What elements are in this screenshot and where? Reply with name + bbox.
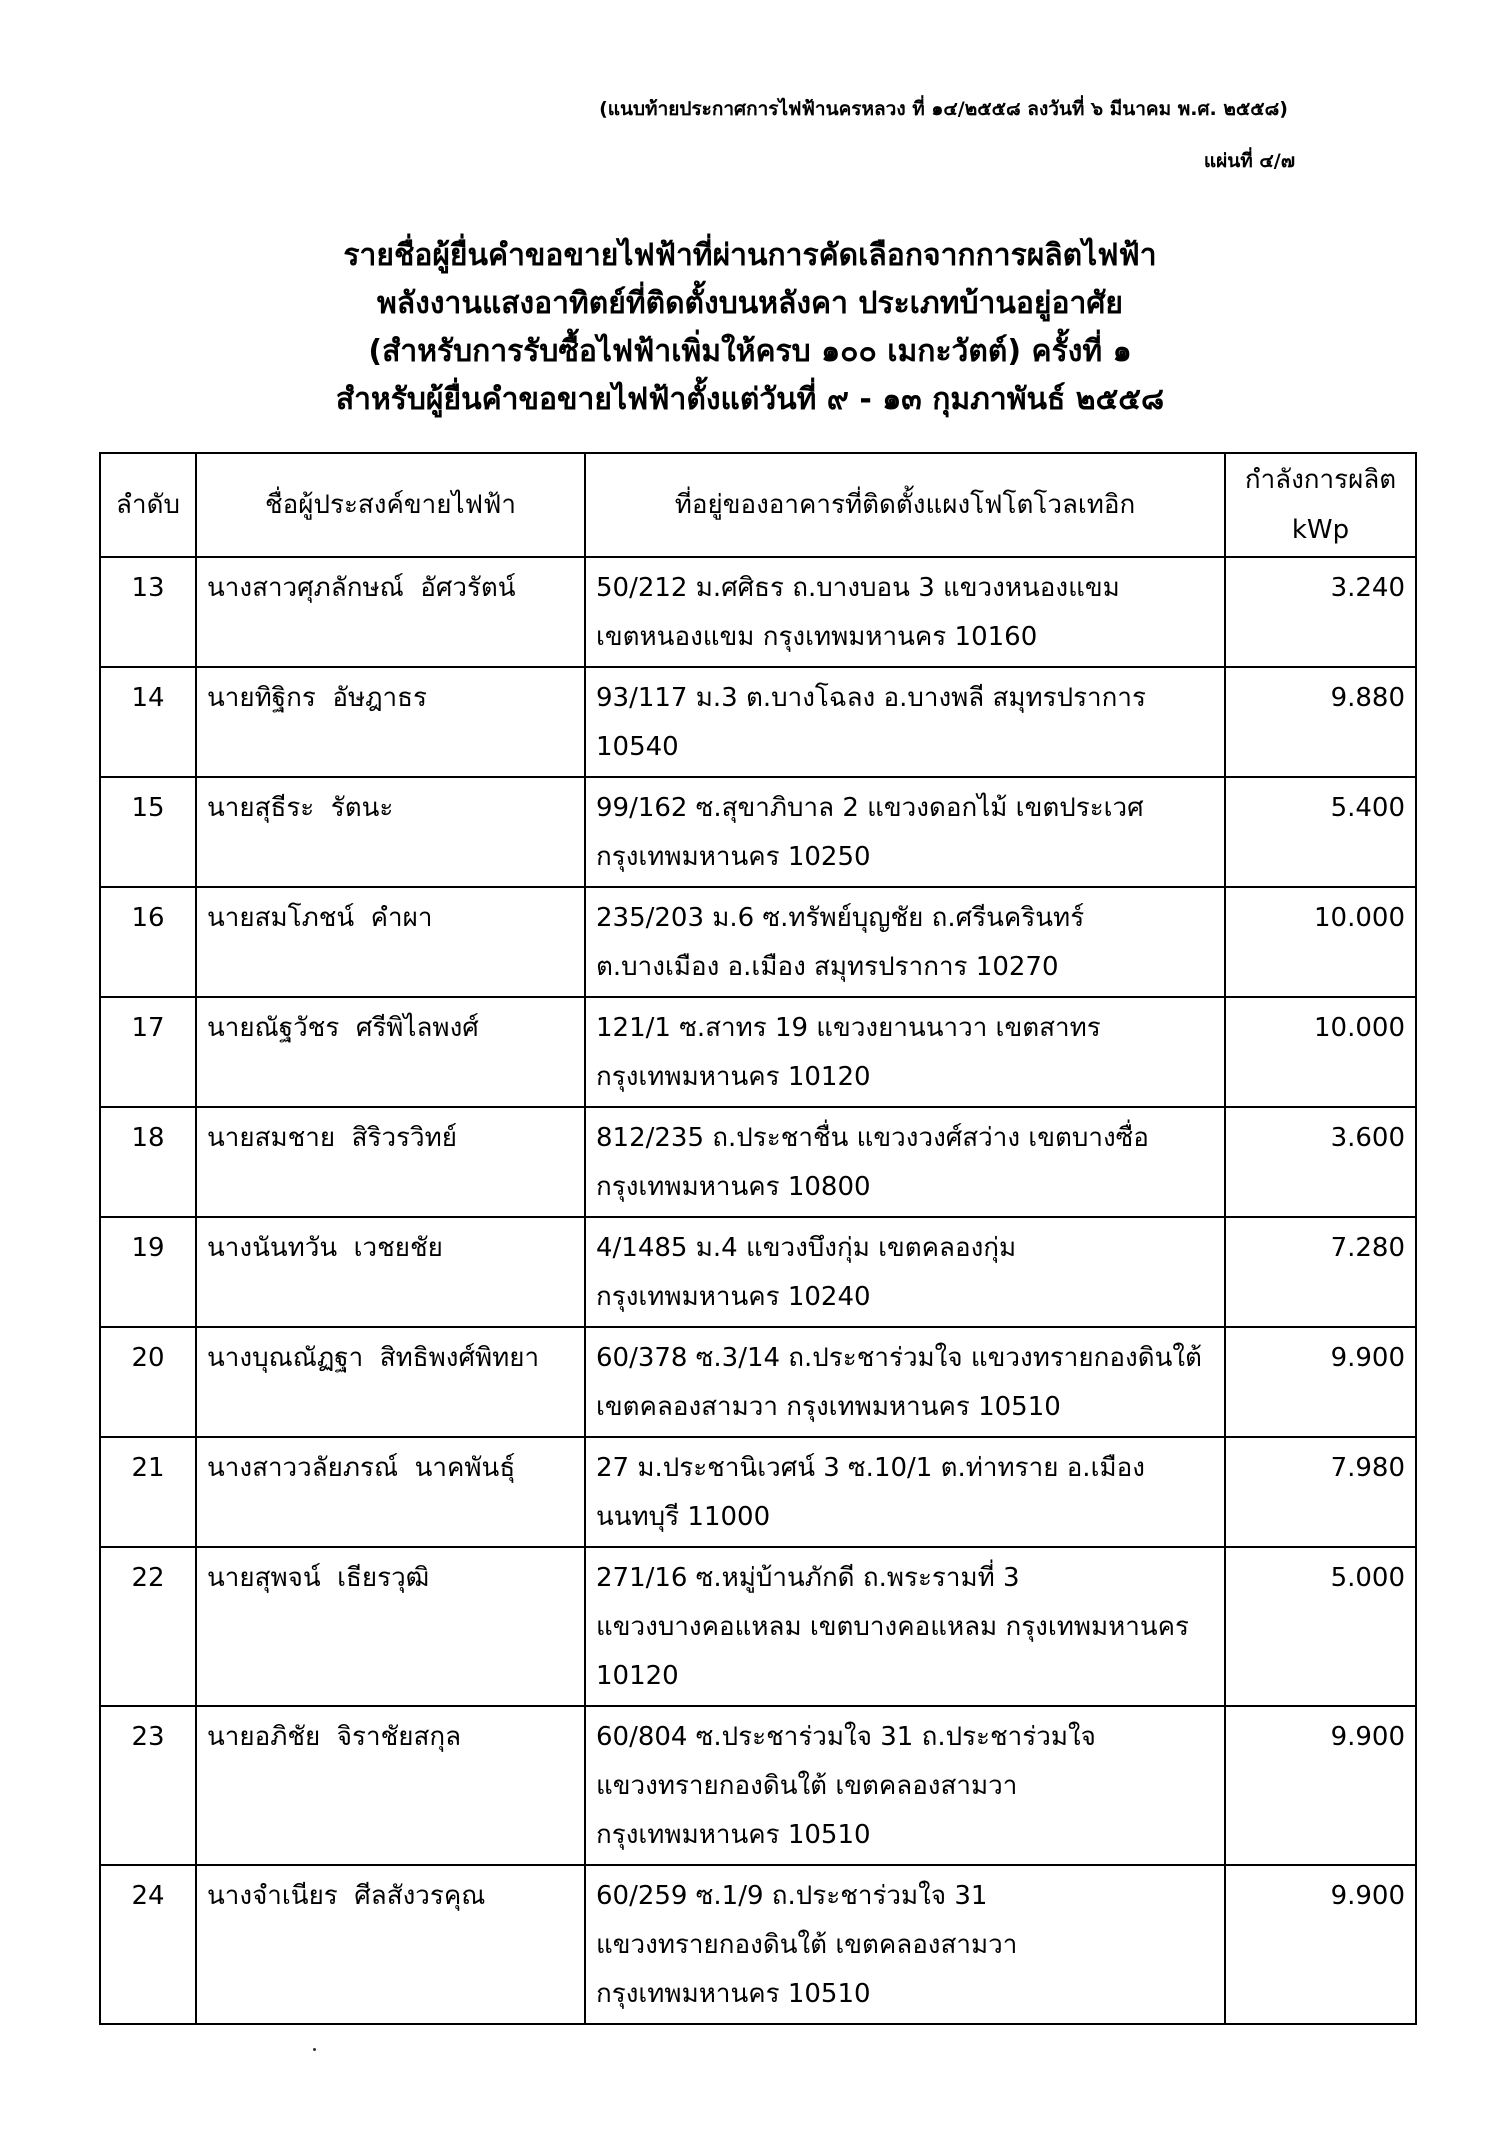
- capacity-kwp: 3.600: [1225, 1107, 1416, 1217]
- address-line: 4/1485 ม.4 แขวงบึงกุ่ม เขตคลองกุ่ม: [596, 1233, 1017, 1263]
- capacity-kwp: 9.900: [1225, 1865, 1416, 2024]
- installation-address: [585, 777, 1225, 887]
- table-row: [100, 1547, 1416, 1706]
- address-line: 99/162 ซ.สุขาภิบาล 2 แขวงดอกไม้ เขตประเวศ: [596, 793, 1144, 823]
- address-line: 50/212 ม.ศศิธร ถ.บางบอน 3 แขวงหนองแขม: [596, 573, 1120, 603]
- title-line-1: รายชื่อผู้ยื่นคำขอขายไฟฟ้าที่ผ่านการคัดเลือกจากการผลิตไฟฟ้า: [343, 238, 1157, 273]
- applicant-name: นางสาวศุภลักษณ์ อัศวรัตน์: [196, 557, 585, 667]
- row-number: 15: [100, 777, 196, 887]
- address-line: แขวงทรายกองดินใต้ เขตคลองสามวา: [596, 1930, 1018, 1960]
- applicant-name: นายสุธีระ รัตนะ: [196, 777, 585, 887]
- capacity-kwp: 9.880: [1225, 667, 1416, 777]
- capacity-kwp: 10.000: [1225, 997, 1416, 1107]
- address-line: เขตคลองสามวา กรุงเทพมหานคร 10510: [596, 1392, 1061, 1422]
- title-line-3: (สำหรับการรับซื้อไฟฟ้าเพิ่มให้ครบ ๑๐๐ เมกะวัตต์) ครั้งที่ ๑: [368, 334, 1132, 369]
- installation-address: [585, 1547, 1225, 1706]
- row-number: 22: [100, 1547, 196, 1706]
- installation-address: [585, 1437, 1225, 1547]
- address-line: กรุงเทพมหานคร 10250: [596, 842, 871, 872]
- capacity-kwp: 5.000: [1225, 1547, 1416, 1706]
- table-row: [100, 1327, 1416, 1437]
- applicant-name: นายสมโภชน์ คำผา: [196, 887, 585, 997]
- address-line: กรุงเทพมหานคร 10800: [596, 1172, 871, 1202]
- table-row: [100, 1107, 1416, 1217]
- table-row: [100, 667, 1416, 777]
- row-number: 24: [100, 1865, 196, 2024]
- address-line: 60/378 ซ.3/14 ถ.ประชาร่วมใจ แขวงทรายกองดินใต้: [596, 1343, 1202, 1373]
- address-line: 60/259 ซ.1/9 ถ.ประชาร่วมใจ 31: [596, 1881, 988, 1911]
- capacity-kwp: 9.900: [1225, 1706, 1416, 1865]
- header-capacity-unit: kWp: [1291, 515, 1350, 545]
- address-line: เขตหนองแขม กรุงเทพมหานคร 10160: [596, 622, 1038, 652]
- capacity-kwp: 9.900: [1225, 1327, 1416, 1437]
- table-body: [100, 557, 1416, 2024]
- address-line: กรุงเทพมหานคร 10240: [596, 1282, 871, 1312]
- row-number: 14: [100, 667, 196, 777]
- installation-address: [585, 1107, 1225, 1217]
- title-line-4: สำหรับผู้ยื่นคำขอขายไฟฟ้าตั้งแต่วันที่ ๙ - ๑๓ กุมภาพันธ์ ๒๕๕๘: [335, 382, 1165, 417]
- table-row: [100, 1217, 1416, 1327]
- row-number: 21: [100, 1437, 196, 1547]
- address-line: 60/804 ซ.ประชาร่วมใจ 31 ถ.ประชาร่วมใจ: [596, 1722, 1096, 1752]
- table-row: [100, 887, 1416, 997]
- header-capacity: [1225, 453, 1416, 557]
- installation-address: [585, 1217, 1225, 1327]
- applicant-name: นางบุณณัฏฐา สิทธิพงศ์พิทยา: [196, 1327, 585, 1437]
- header-address: ที่อยู่ของอาคารที่ติดตั้งแผงโฟโตโวลเทอิก: [585, 453, 1225, 557]
- header-no: ลำดับ: [100, 453, 196, 557]
- address-line: กรุงเทพมหานคร 10510: [596, 1820, 871, 1850]
- table-row: [100, 777, 1416, 887]
- document-title: [0, 232, 1500, 424]
- table-row: [100, 997, 1416, 1107]
- table-row: [100, 557, 1416, 667]
- applicant-table: [99, 452, 1417, 2025]
- capacity-kwp: 3.240: [1225, 557, 1416, 667]
- address-line: 27 ม.ประชานิเวศน์ 3 ซ.10/1 ต.ท่าทราย อ.เมือง: [596, 1453, 1145, 1483]
- applicant-name: นายสุพจน์ เธียรวุฒิ: [196, 1547, 585, 1706]
- row-number: 19: [100, 1217, 196, 1327]
- table-row: [100, 1865, 1416, 2024]
- row-number: 17: [100, 997, 196, 1107]
- applicant-name: นางนันทวัน เวชยชัย: [196, 1217, 585, 1327]
- address-line: แขวงบางคอแหลม เขตบางคอแหลม กรุงเทพมหานคร: [596, 1612, 1190, 1642]
- installation-address: [585, 667, 1225, 777]
- header-capacity-label: กำลังการผลิต: [1244, 465, 1397, 495]
- capacity-kwp: 10.000: [1225, 887, 1416, 997]
- address-line: นนทบุรี 11000: [596, 1502, 771, 1532]
- capacity-kwp: 7.280: [1225, 1217, 1416, 1327]
- applicant-name: นางสาววลัยภรณ์ นาคพันธุ์: [196, 1437, 585, 1547]
- installation-address: [585, 1706, 1225, 1865]
- address-line: ต.บางเมือง อ.เมือง สมุทรปราการ 10270: [596, 952, 1059, 982]
- applicant-name: นายสมชาย สิริวรวิทย์: [196, 1107, 585, 1217]
- row-number: 18: [100, 1107, 196, 1217]
- row-number: 13: [100, 557, 196, 667]
- reference-note: (แนบท้ายประกาศการไฟฟ้านครหลวง ที่ ๑๔/๒๕๕๘ ลงวันที่ ๖ มีนาคม พ.ศ. ๒๕๕๘): [599, 98, 1288, 120]
- installation-address: [585, 997, 1225, 1107]
- address-line: 235/203 ม.6 ซ.ทรัพย์บุญชัย ถ.ศรีนครินทร์: [596, 903, 1085, 933]
- sheet-number: แผ่นที่ ๔/๗: [1203, 150, 1295, 172]
- address-line: 10120: [596, 1661, 679, 1691]
- address-line: แขวงทรายกองดินใต้ เขตคลองสามวา: [596, 1771, 1018, 1801]
- table-header-row: [100, 453, 1416, 557]
- installation-address: [585, 1865, 1225, 2024]
- address-line: กรุงเทพมหานคร 10120: [596, 1062, 871, 1092]
- row-number: 16: [100, 887, 196, 997]
- applicant-name: นายณัฐวัชร ศรีพิไลพงศ์: [196, 997, 585, 1107]
- table-row: [100, 1437, 1416, 1547]
- address-line: 121/1 ซ.สาทร 19 แขวงยานนาวา เขตสาทร: [596, 1013, 1101, 1043]
- applicant-name: นางจำเนียร ศีลสังวรคุณ: [196, 1865, 585, 2024]
- scan-speck: [313, 2048, 316, 2051]
- row-number: 23: [100, 1706, 196, 1865]
- applicant-name: นายอภิชัย จิราชัยสกุล: [196, 1706, 585, 1865]
- applicant-name: นายทิฐิกร อัษฎาธร: [196, 667, 585, 777]
- header-name: ชื่อผู้ประสงค์ขายไฟฟ้า: [196, 453, 585, 557]
- installation-address: [585, 1327, 1225, 1437]
- title-line-2: พลังงานแสงอาทิตย์ที่ติดตั้งบนหลังคา ประเภทบ้านอยู่อาศัย: [377, 286, 1123, 321]
- row-number: 20: [100, 1327, 196, 1437]
- address-line: 10540: [596, 732, 679, 762]
- table-row: [100, 1706, 1416, 1865]
- installation-address: [585, 557, 1225, 667]
- address-line: 271/16 ซ.หมู่บ้านภักดี ถ.พระรามที่ 3: [596, 1563, 1020, 1593]
- capacity-kwp: 7.980: [1225, 1437, 1416, 1547]
- address-line: 812/235 ถ.ประชาชื่น แขวงวงศ์สว่าง เขตบางซื่อ: [596, 1123, 1149, 1153]
- address-line: 93/117 ม.3 ต.บางโฉลง อ.บางพลี สมุทรปราการ: [596, 683, 1146, 713]
- address-line: กรุงเทพมหานคร 10510: [596, 1979, 871, 2009]
- installation-address: [585, 887, 1225, 997]
- capacity-kwp: 5.400: [1225, 777, 1416, 887]
